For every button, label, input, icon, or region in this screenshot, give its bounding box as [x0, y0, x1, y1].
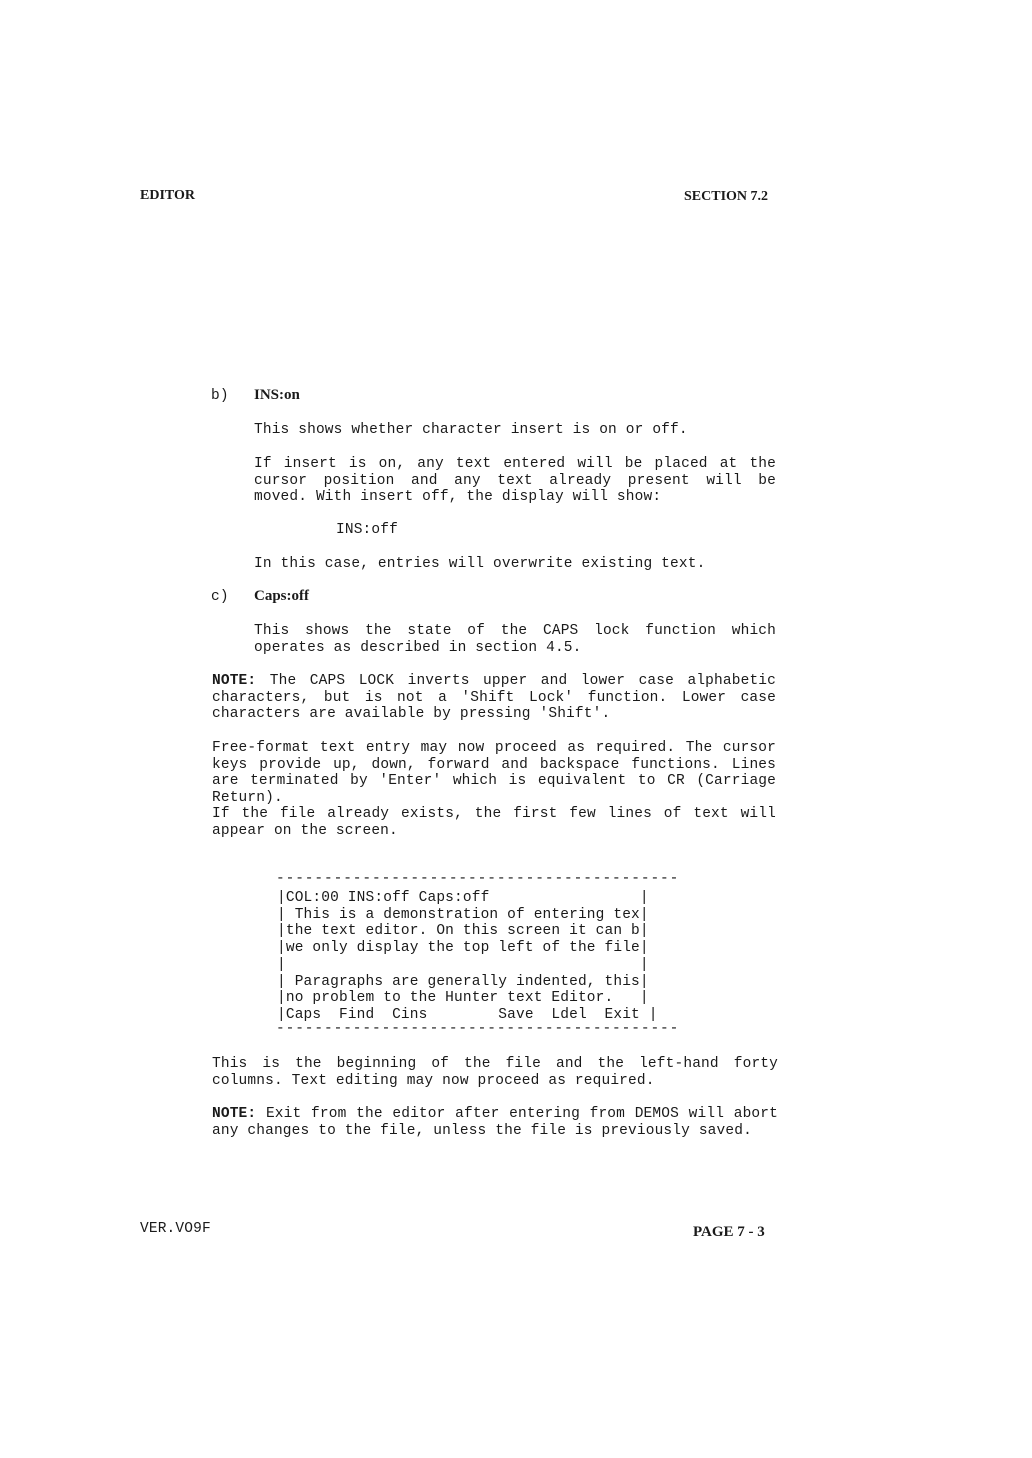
screen-line: |the text editor. On this screen it can b| [277, 923, 649, 940]
note-caps-lock [212, 673, 776, 723]
note-exit [212, 1106, 778, 1139]
item-b-para-2: If insert is on, any text entered will be placed at the cursor position and any text already present will be moved. With insert off, the display will show: [254, 456, 776, 506]
para-free-format: Free-format text entry may now proceed as required. The cursor keys provide up, down, forward and backspace functions. Lines are terminated by 'Enter' which is equivalent to CR (Carriage Return). [212, 740, 776, 807]
header-left: EDITOR [140, 188, 195, 203]
screen-line: | This is a demonstration of entering tex| [277, 906, 649, 923]
item-b-marker: b) [211, 388, 229, 404]
note-label: NOTE: [212, 1106, 257, 1122]
header-right: SECTION 7.2 [684, 189, 769, 204]
screen-line: | Paragraphs are generally indented, this| [277, 973, 649, 990]
screen-line: |no problem to the Hunter text Editor. | [277, 990, 649, 1007]
para-beginning: This is the beginning of the file and the left-hand forty columns. Text editing may now proceed as required. [212, 1056, 778, 1089]
item-b-para-1: This shows whether character insert is on or off. [254, 422, 688, 438]
screen-line: |Caps Find Cins Save Ldel Exit | [277, 1006, 658, 1023]
item-c-para-1: This shows the state of the CAPS lock function which operates as described in section 4.5. [254, 623, 776, 656]
footer-version: VER.VO9F [140, 1221, 211, 1237]
note-label: NOTE: [212, 673, 257, 689]
screen-rule-bottom: ------------------------------------------ [276, 1021, 680, 1037]
editor-screen [277, 890, 658, 1026]
item-b-code: INS:off [336, 522, 398, 538]
para-file-exists: If the file already exists, the first few lines of text will appear on the screen. [212, 806, 776, 839]
note-text: The CAPS LOCK inverts upper and lower case alphabetic characters, but is not a 'Shift Lock' function. Lower case characters are available by pressing 'Shift'. [212, 673, 776, 723]
screen-line: | | [277, 956, 649, 973]
item-b-title: INS:on [254, 387, 300, 403]
item-b-para-3: In this case, entries will overwrite existing text. [254, 556, 706, 572]
screen-line: |we only display the top left of the file| [277, 940, 649, 957]
note-text: Exit from the editor after entering from DEMOS will abort any changes to the file, unless the file is previously saved. [212, 1106, 778, 1139]
footer-page: PAGE 7 - 3 [693, 1224, 765, 1240]
item-c-title: Caps:off [254, 588, 309, 604]
screen-rule-top: ------------------------------------------ [276, 871, 680, 887]
item-c-marker: c) [211, 589, 229, 605]
screen-line: |COL:00 INS:off Caps:off | [277, 890, 649, 906]
